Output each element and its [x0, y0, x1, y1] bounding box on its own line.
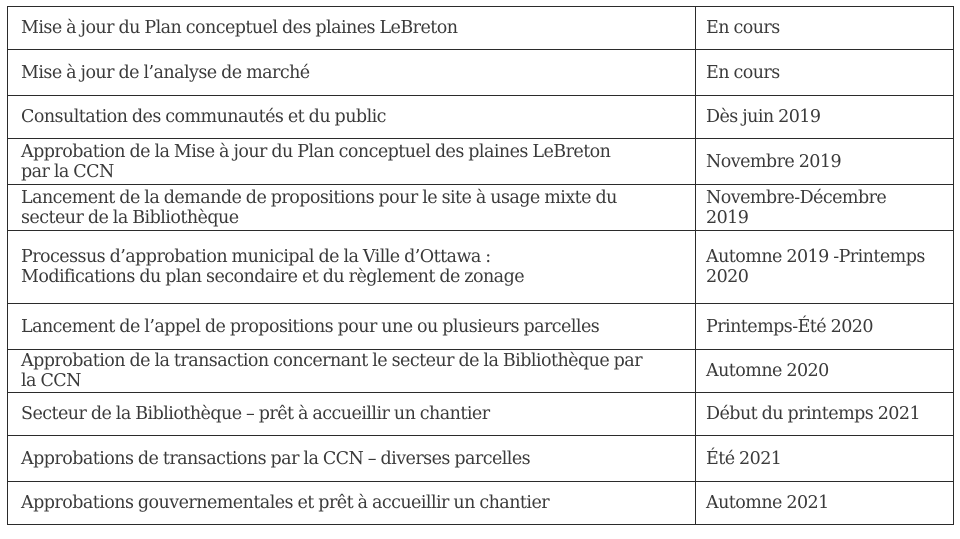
- task-cell: Processus d’approbation municipal de la Ville d’Ottawa : Modifications du plan secondaire et du règlement de zonage: [8, 231, 696, 304]
- task-cell: Mise à jour de l’analyse de marché: [8, 50, 696, 96]
- table-row: [8, 393, 954, 436]
- task-cell: Lancement de l’appel de propositions pour une ou plusieurs parcelles: [8, 304, 696, 350]
- table-row: [8, 304, 954, 350]
- date-cell: En cours: [696, 7, 954, 50]
- date-cell: Dès juin 2019: [696, 96, 954, 139]
- table-row: [8, 185, 954, 231]
- date-cell: Début du printemps 2021: [696, 393, 954, 436]
- table-row: [8, 7, 954, 50]
- date-cell: Été 2021: [696, 436, 954, 482]
- date-cell: Automne 2019 -Printemps 2020: [696, 231, 954, 304]
- table-row: [8, 231, 954, 304]
- schedule-table: [7, 6, 954, 525]
- task-cell: Approbations de transactions par la CCN – diverses parcelles: [8, 436, 696, 482]
- date-cell: Novembre 2019: [696, 139, 954, 185]
- date-cell: Printemps-Été 2020: [696, 304, 954, 350]
- task-cell: Approbations gouvernementales et prêt à accueillir un chantier: [8, 482, 696, 525]
- task-cell: Lancement de la demande de propositions pour le site à usage mixte du secteur de la Bibliothèque: [8, 185, 696, 231]
- date-cell: Automne 2020: [696, 350, 954, 393]
- task-cell: Approbation de la transaction concernant le secteur de la Bibliothèque par la CCN: [8, 350, 696, 393]
- task-cell: Consultation des communautés et du public: [8, 96, 696, 139]
- table-row: [8, 482, 954, 525]
- table-row: [8, 50, 954, 96]
- date-cell: Novembre-Décembre 2019: [696, 185, 954, 231]
- task-cell: Mise à jour du Plan conceptuel des plaines LeBreton: [8, 7, 696, 50]
- date-cell: En cours: [696, 50, 954, 96]
- date-cell: Automne 2021: [696, 482, 954, 525]
- table-row: [8, 96, 954, 139]
- task-cell: Approbation de la Mise à jour du Plan conceptuel des plaines LeBreton par la CCN: [8, 139, 696, 185]
- table-row: [8, 350, 954, 393]
- task-cell: Secteur de la Bibliothèque – prêt à accueillir un chantier: [8, 393, 696, 436]
- table-row: [8, 139, 954, 185]
- table-row: [8, 436, 954, 482]
